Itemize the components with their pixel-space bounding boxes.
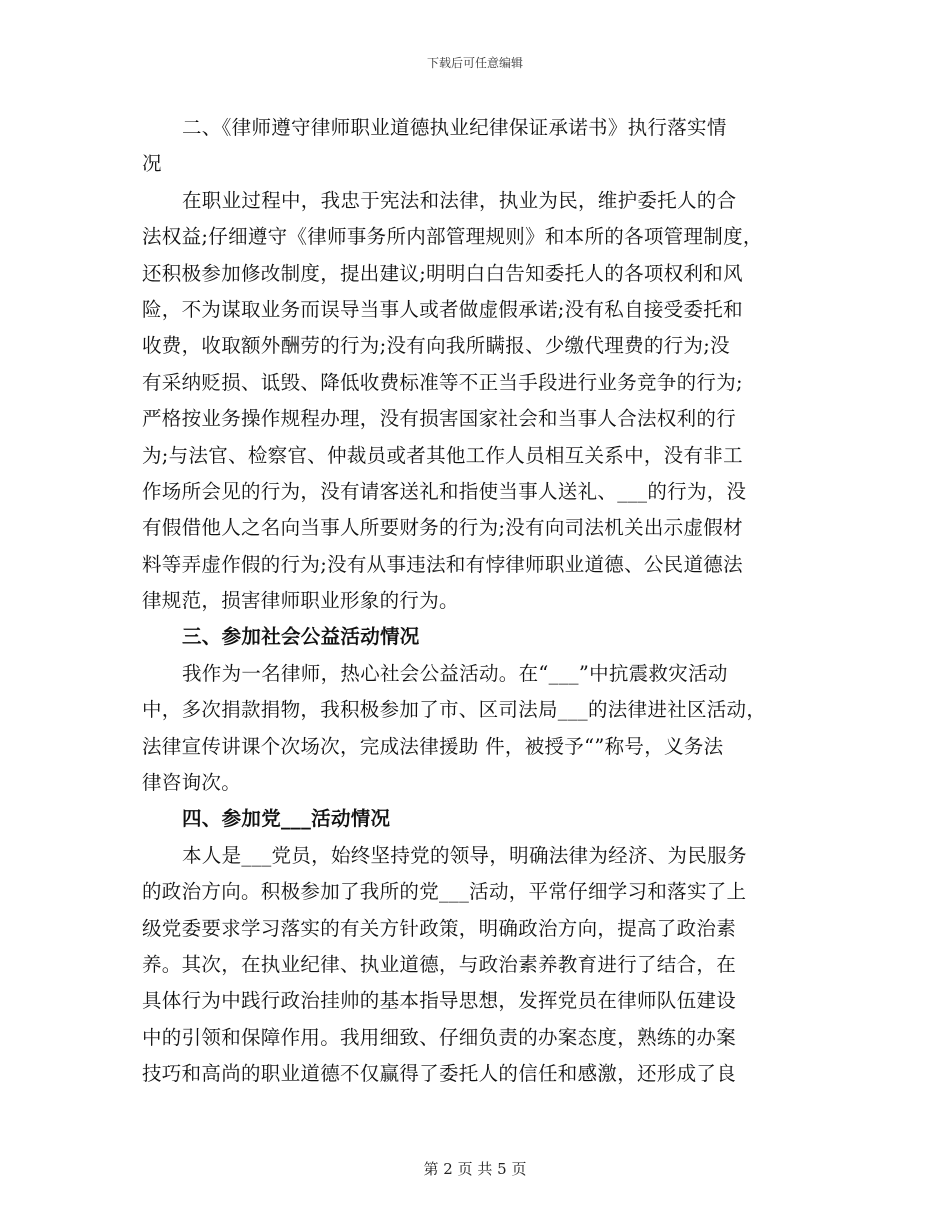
text-line: 中，多次捐款捐物，我积极参加了市、区司法局___的法律进社区活动，	[142, 698, 767, 722]
text-line: 法律宣传讲课个次场次，完成法律援助 件，被授予“”称号，义务法	[142, 734, 724, 758]
text-line: 律咨询次。	[142, 771, 242, 795]
text-line: 料等弄虚作假的行为;没有从事违法和有悖律师职业道德、公民道德法	[142, 552, 743, 576]
text-line: 为;与法官、检察官、仲裁员或者其他工作人员相互关系中，没有非工	[142, 443, 743, 467]
section-heading: 四、参加党___活动情况	[182, 807, 391, 831]
text-line: 收费，收取额外酬劳的行为;没有向我所瞒报、少缴代理费的行为;没	[142, 334, 730, 358]
document-body	[142, 110, 812, 1093]
text-line: 法权益;仔细遵守《律师事务所内部管理规则》和本所的各项管理制度，	[142, 225, 763, 249]
text-line: 二、《律师遵守律师职业道德执业纪律保证承诺书》执行落实情	[182, 116, 727, 139]
text-line: 在职业过程中，我忠于宪法和法律，执业为民，维护委托人的合	[182, 188, 737, 212]
text-line: 本人是___党员，始终坚持党的领导，明确法律为经济、为民服务	[182, 843, 747, 867]
text-line: 级党委要求学习落实的有关方针政策，明确政治方向，提高了政治素	[142, 916, 737, 940]
text-line: 严格按业务操作规程办理，没有损害国家社会和当事人合法权利的行	[142, 407, 737, 431]
text-line: 有采纳贬损、诋毁、降低收费标准等不正当手段进行业务竞争的行为;	[142, 370, 743, 394]
section-heading: 三、参加社会公益活动情况	[182, 625, 420, 649]
text-line: 我作为一名律师，热心社会公益活动。在“___”中抗震救灾活动	[182, 661, 728, 685]
text-line: 的政治方向。积极参加了我所的党___活动，平常仔细学习和落实了上	[142, 880, 747, 904]
text-line: 养。其次，在执业纪律、执业道德，与政治素养教育进行了结合，在	[142, 952, 737, 976]
text-line: 险，不为谋取业务而误导当事人或者做虚假承诺;没有私自接受委托和	[142, 297, 743, 321]
text-line: 还积极参加修改制度，提出建议;明明白白告知委托人的各项权利和风	[142, 261, 743, 285]
text-line: 作场所会见的行为，没有请客送礼和指使当事人送礼、___的行为，没	[142, 479, 747, 503]
text-line: 律规范，损害律师职业形象的行为。	[142, 589, 459, 613]
text-line: 具体行为中践行政治挂帅的基本指导思想，发挥党员在律师队伍建设	[142, 989, 737, 1013]
page-footer: 第 2 页 共 5 页	[423, 1160, 527, 1178]
text-line: 技巧和高尚的职业道德不仅赢得了委托人的信任和感激，还形成了良	[142, 1062, 737, 1086]
page-header: 下载后可任意编辑	[426, 56, 523, 70]
text-line: 有假借他人之名向当事人所要财务的行为;没有向司法机关出示虚假材	[142, 516, 743, 540]
text-line: 况	[142, 152, 162, 176]
text-line: 中的引领和保障作用。我用细致、仔细负责的办案态度，熟练的办案	[142, 1025, 737, 1049]
